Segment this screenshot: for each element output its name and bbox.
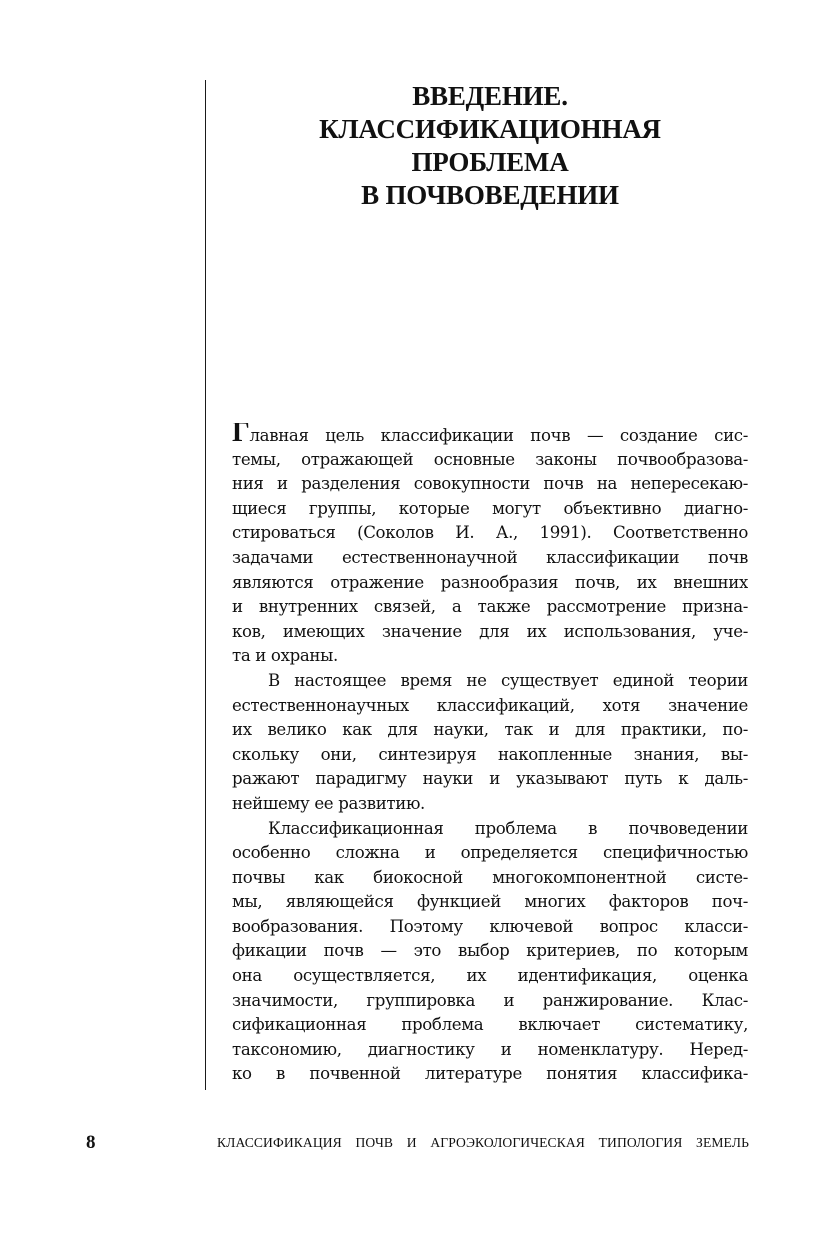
text-line: почвы как биокосной многокомпонентной систе- — [232, 867, 748, 887]
text-line: Главная цель классификации почв — создание сис- — [232, 423, 748, 448]
chapter-title-line: КЛАССИФИКАЦИОННАЯ — [319, 114, 661, 144]
chapter-title-line: В ПОЧВОВЕДЕНИИ — [361, 180, 619, 210]
chapter-title-line: ПРОБЛЕМА — [411, 147, 569, 177]
drop-cap: Г — [232, 423, 250, 448]
text-line: ражают парадигму науки и указывают путь к даль- — [232, 769, 748, 789]
text-line: В настоящее время не существует единой теории — [268, 670, 748, 690]
text-line: темы, отражающей основные законы почвообразова- — [232, 449, 748, 469]
text-line: Классификационная проблема в почвоведении — [268, 818, 748, 838]
text-line: фикации почв — это выбор критериев, по которым — [232, 941, 748, 961]
text-line: задачами естественнонаучной классификации почв — [232, 547, 748, 567]
text-line: скольку они, синтезируя накопленные знания, вы- — [232, 744, 748, 764]
text-line: она осуществляется, их идентификация, оценка — [232, 966, 748, 986]
text-line: ков, имеющих значение для их использования, уче- — [232, 621, 748, 641]
text-line: таксономию, диагностику и номенклатуру. Неред- — [232, 1039, 748, 1059]
text-line: щиеся группы, которые могут объективно диагно- — [232, 498, 748, 518]
text-line: стироваться (Соколов И. А., 1991). Соответственно — [232, 523, 748, 543]
chapter-title — [232, 80, 748, 212]
page-number: 8 — [86, 1132, 96, 1153]
text-line: являются отражение разнообразия почв, их внешних — [232, 572, 748, 592]
text-line: естественнонаучных классификаций, хотя значение — [232, 695, 748, 715]
body-text — [232, 423, 748, 1087]
chapter-title-line: ВВЕДЕНИЕ. — [412, 81, 568, 111]
text-line: значимости, группировка и ранжирование. Клас- — [232, 990, 748, 1010]
margin-rule — [205, 80, 206, 1090]
text-line: и внутренних связей, а также рассмотрение призна- — [232, 597, 748, 617]
text-line: нейшему ее развитию. — [232, 793, 425, 813]
running-title: КЛАССИФИКАЦИЯ ПОЧВ И АГРОЭКОЛОГИЧЕСКАЯ ТИПОЛОГИЯ ЗЕМЕЛЬ — [217, 1135, 749, 1150]
text-line: ко в почвенной литературе понятия классифика- — [232, 1064, 748, 1084]
text-line: мы, являющейся функцией многих факторов поч- — [232, 892, 748, 912]
text-line: ния и разделения совокупности почв на непересекаю- — [232, 474, 748, 494]
text-line: их велико как для науки, так и для практики, по- — [232, 720, 748, 740]
text-line: сификационная проблема включает систематику, — [232, 1015, 748, 1035]
text-line: та и охраны. — [232, 646, 338, 666]
text-line: вообразования. Поэтому ключевой вопрос класси- — [232, 916, 748, 936]
text-line: особенно сложна и определяется специфичностью — [232, 843, 748, 863]
